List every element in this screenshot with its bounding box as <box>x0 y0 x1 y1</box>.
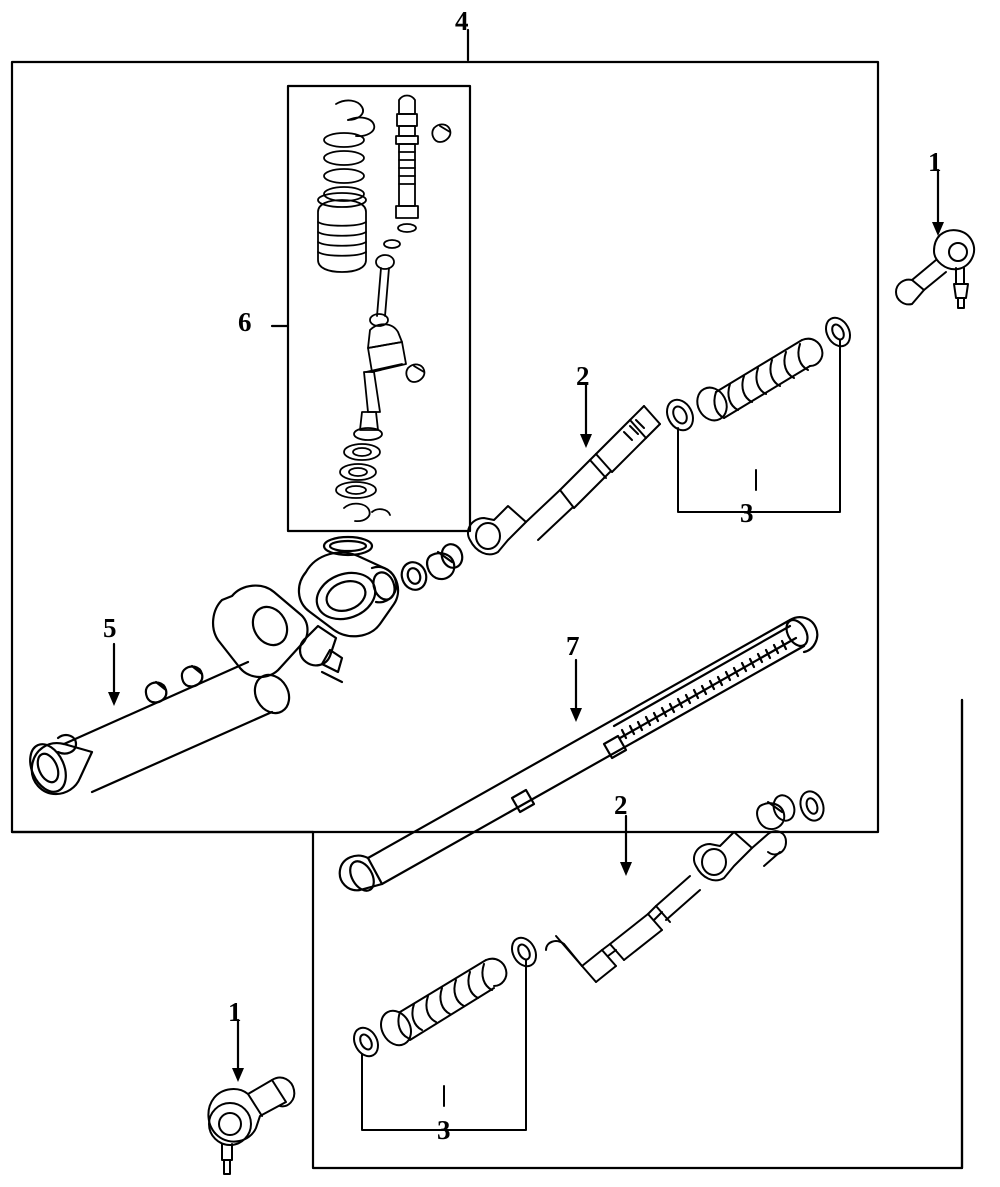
repair-kit-piston-rod <box>384 96 418 249</box>
repair-kit-inner-tie-rod <box>336 255 406 521</box>
callout-7: 7 <box>566 631 580 661</box>
assembly-frame-lower <box>313 700 962 1168</box>
callout-4: 4 <box>455 6 469 36</box>
inner-tie-rod-upper <box>468 406 660 554</box>
steering-gear-housing <box>23 537 465 797</box>
callout-2-upper: 2 <box>576 361 590 391</box>
tie-rod-washers-lower <box>757 788 827 829</box>
callout-3-upper: 3 <box>740 498 754 528</box>
callout-5: 5 <box>103 613 117 643</box>
callout-1-upper: 1 <box>928 147 942 177</box>
repair-kit-box <box>288 86 470 531</box>
assembly-frame-upper <box>12 62 878 832</box>
repair-kit-clip-mid <box>406 364 424 382</box>
steering-boot-lower <box>349 934 541 1061</box>
callout-3-lower: 3 <box>437 1115 451 1145</box>
inner-tie-rod-lower <box>546 831 786 982</box>
repair-kit-spring-stack <box>318 100 374 272</box>
callout-2-lower: 2 <box>614 790 628 820</box>
tie-rod-end-lower <box>208 1078 294 1174</box>
callout-1-lower: 1 <box>228 997 242 1027</box>
callout-6: 6 <box>238 307 252 337</box>
steering-boot-upper <box>662 314 855 435</box>
tie-rod-end-upper <box>896 230 974 308</box>
repair-kit-clip-top <box>432 124 450 142</box>
